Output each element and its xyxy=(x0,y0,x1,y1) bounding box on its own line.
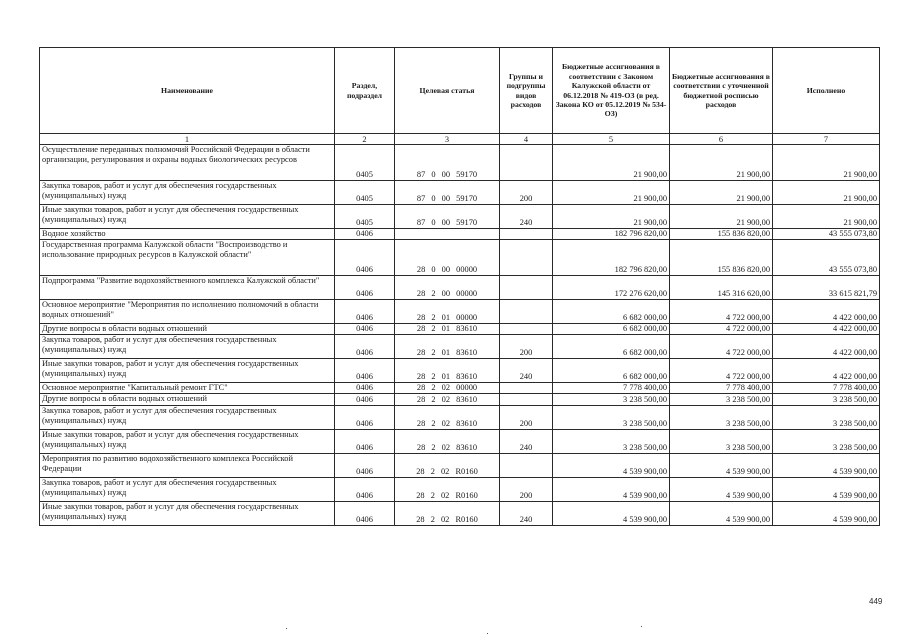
table-row xyxy=(40,229,880,240)
row-executed: 4 422 000,00 xyxy=(773,300,880,324)
row-budget-law: 3 238 500,00 xyxy=(553,406,670,430)
row-name: Мероприятия по развитию водохозяйственного комплекса Российской Федерации xyxy=(40,454,335,478)
row-target-article: 28 2 00 00000 xyxy=(395,276,500,300)
row-target-article: 87 0 00 59170 xyxy=(395,145,500,181)
row-budget-refined: 155 836 820,00 xyxy=(670,229,773,240)
row-executed: 33 615 821,79 xyxy=(773,276,880,300)
row-executed: 4 539 900,00 xyxy=(773,478,880,502)
row-budget-law: 3 238 500,00 xyxy=(553,430,670,454)
row-executed: 4 422 000,00 xyxy=(773,324,880,335)
row-expense-group xyxy=(500,229,553,240)
budget-execution-table xyxy=(39,47,880,526)
column-number: 3 xyxy=(395,134,500,145)
row-target-article: 28 2 01 83610 xyxy=(395,359,500,383)
row-budget-law: 6 682 000,00 xyxy=(553,359,670,383)
row-name: Иные закупки товаров, работ и услуг для обеспечения государственных (муниципальных) нужд xyxy=(40,430,335,454)
row-target-article: 28 2 02 00000 xyxy=(395,383,500,394)
scan-speck xyxy=(487,633,488,634)
row-budget-refined: 4 539 900,00 xyxy=(670,502,773,526)
row-executed: 4 539 900,00 xyxy=(773,502,880,526)
row-budget-law: 7 778 400,00 xyxy=(553,383,670,394)
row-executed: 4 539 900,00 xyxy=(773,454,880,478)
row-executed: 3 238 500,00 xyxy=(773,430,880,454)
row-target-article: 28 2 02 83610 xyxy=(395,406,500,430)
row-expense-group: 240 xyxy=(500,430,553,454)
row-name: Водное хозяйство xyxy=(40,229,335,240)
table-row xyxy=(40,145,880,181)
column-number: 4 xyxy=(500,134,553,145)
row-executed: 21 900,00 xyxy=(773,205,880,229)
header-row xyxy=(40,48,880,134)
row-executed: 21 900,00 xyxy=(773,145,880,181)
row-expense-group: 200 xyxy=(500,181,553,205)
table-row xyxy=(40,181,880,205)
row-name: Основное мероприятие "Мероприятия по исполнению полномочий в области водных отношений" xyxy=(40,300,335,324)
row-budget-refined: 3 238 500,00 xyxy=(670,406,773,430)
row-budget-law: 21 900,00 xyxy=(553,205,670,229)
row-section: 0406 xyxy=(335,406,395,430)
header-budget-refined: Бюджетные ассигнования в соответствии с уточненной бюджетной росписью расходов xyxy=(670,48,773,134)
row-section: 0406 xyxy=(335,229,395,240)
row-budget-refined: 4 722 000,00 xyxy=(670,359,773,383)
row-name: Иные закупки товаров, работ и услуг для обеспечения государственных (муниципальных) нужд xyxy=(40,359,335,383)
row-name: Иные закупки товаров, работ и услуг для обеспечения государственных (муниципальных) нужд xyxy=(40,502,335,526)
row-section: 0405 xyxy=(335,145,395,181)
column-number: 5 xyxy=(553,134,670,145)
row-expense-group xyxy=(500,394,553,406)
row-budget-law: 6 682 000,00 xyxy=(553,335,670,359)
row-executed: 3 238 500,00 xyxy=(773,394,880,406)
row-expense-group xyxy=(500,383,553,394)
column-number: 7 xyxy=(773,134,880,145)
header-section: Раздел, подраздел xyxy=(335,48,395,134)
column-number: 2 xyxy=(335,134,395,145)
row-target-article: 87 0 00 59170 xyxy=(395,181,500,205)
column-number: 1 xyxy=(40,134,335,145)
row-budget-refined: 7 778 400,00 xyxy=(670,383,773,394)
row-section: 0406 xyxy=(335,324,395,335)
table-row xyxy=(40,335,880,359)
row-target-article: 28 2 02 83610 xyxy=(395,394,500,406)
row-budget-refined: 21 900,00 xyxy=(670,181,773,205)
row-target-article: 28 2 02 R0160 xyxy=(395,478,500,502)
table-row xyxy=(40,430,880,454)
table-row xyxy=(40,205,880,229)
page-number: 449 xyxy=(869,597,883,606)
row-budget-law: 3 238 500,00 xyxy=(553,394,670,406)
header-expense-groups: Группы и подгруппы видов расходов xyxy=(500,48,553,134)
table-row xyxy=(40,300,880,324)
row-budget-law: 6 682 000,00 xyxy=(553,324,670,335)
row-section: 0406 xyxy=(335,394,395,406)
row-executed: 4 422 000,00 xyxy=(773,359,880,383)
row-budget-law: 172 276 620,00 xyxy=(553,276,670,300)
row-expense-group: 240 xyxy=(500,205,553,229)
row-executed: 4 422 000,00 xyxy=(773,335,880,359)
row-budget-refined: 4 722 000,00 xyxy=(670,324,773,335)
header-target-article: Целевая статья xyxy=(395,48,500,134)
row-expense-group xyxy=(500,300,553,324)
scan-speck xyxy=(641,626,642,627)
row-name: Закупка товаров, работ и услуг для обеспечения государственных (муниципальных) нужд xyxy=(40,406,335,430)
row-section: 0406 xyxy=(335,478,395,502)
row-expense-group: 200 xyxy=(500,406,553,430)
row-budget-refined: 21 900,00 xyxy=(670,145,773,181)
row-budget-refined: 4 539 900,00 xyxy=(670,454,773,478)
row-expense-group xyxy=(500,454,553,478)
row-section: 0405 xyxy=(335,205,395,229)
header-budget-law: Бюджетные ассигнования в соответствии с Законом Калужской области от 06.12.2018 № 419-ОЗ (в ред. Закона КО от 05.12.2019 № 534-ОЗ) xyxy=(553,48,670,134)
row-expense-group: 200 xyxy=(500,478,553,502)
row-budget-refined: 155 836 820,00 xyxy=(670,240,773,276)
row-name: Иные закупки товаров, работ и услуг для обеспечения государственных (муниципальных) нужд xyxy=(40,205,335,229)
row-budget-refined: 3 238 500,00 xyxy=(670,430,773,454)
row-budget-law: 182 796 820,00 xyxy=(553,229,670,240)
table-row xyxy=(40,383,880,394)
row-name: Подпрограмма "Развитие водохозяйственного комплекса Калужской области" xyxy=(40,276,335,300)
row-budget-law: 182 796 820,00 xyxy=(553,240,670,276)
row-expense-group xyxy=(500,240,553,276)
table-body xyxy=(40,145,880,526)
row-budget-refined: 3 238 500,00 xyxy=(670,394,773,406)
table-row xyxy=(40,359,880,383)
row-budget-law: 4 539 900,00 xyxy=(553,454,670,478)
table-row xyxy=(40,454,880,478)
row-target-article: 28 2 02 83610 xyxy=(395,430,500,454)
row-expense-group: 240 xyxy=(500,359,553,383)
table-row xyxy=(40,240,880,276)
row-target-article: 28 0 00 00000 xyxy=(395,240,500,276)
row-section: 0406 xyxy=(335,454,395,478)
row-budget-refined: 145 316 620,00 xyxy=(670,276,773,300)
row-name: Закупка товаров, работ и услуг для обеспечения государственных (муниципальных) нужд xyxy=(40,478,335,502)
row-target-article: 28 2 01 83610 xyxy=(395,335,500,359)
row-section: 0406 xyxy=(335,430,395,454)
row-section: 0406 xyxy=(335,502,395,526)
row-target-article: 28 2 01 00000 xyxy=(395,300,500,324)
row-executed: 3 238 500,00 xyxy=(773,406,880,430)
table-row xyxy=(40,406,880,430)
row-section: 0406 xyxy=(335,240,395,276)
table-header xyxy=(40,48,880,145)
row-budget-law: 21 900,00 xyxy=(553,145,670,181)
header-executed: Исполнено xyxy=(773,48,880,134)
table-row xyxy=(40,324,880,335)
row-target-article: 28 2 01 83610 xyxy=(395,324,500,335)
row-target-article xyxy=(395,229,500,240)
row-executed: 43 555 073,80 xyxy=(773,240,880,276)
row-executed: 21 900,00 xyxy=(773,181,880,205)
row-name: Закупка товаров, работ и услуг для обеспечения государственных (муниципальных) нужд xyxy=(40,181,335,205)
row-name: Другие вопросы в области водных отношений xyxy=(40,324,335,335)
row-budget-law: 4 539 900,00 xyxy=(553,502,670,526)
table-row xyxy=(40,276,880,300)
row-executed: 7 778 400,00 xyxy=(773,383,880,394)
row-name: Государственная программа Калужской области "Воспроизводство и использование природных ресурсов в Калужской области" xyxy=(40,240,335,276)
table-row xyxy=(40,394,880,406)
row-section: 0405 xyxy=(335,181,395,205)
row-section: 0406 xyxy=(335,359,395,383)
table-row xyxy=(40,502,880,526)
row-expense-group: 240 xyxy=(500,502,553,526)
row-expense-group: 200 xyxy=(500,335,553,359)
row-expense-group xyxy=(500,145,553,181)
row-target-article: 28 2 02 R0160 xyxy=(395,502,500,526)
row-budget-law: 6 682 000,00 xyxy=(553,300,670,324)
row-name: Другие вопросы в области водных отношений xyxy=(40,394,335,406)
row-section: 0406 xyxy=(335,276,395,300)
row-budget-refined: 21 900,00 xyxy=(670,205,773,229)
row-name: Осуществление переданных полномочий Российской Федерации в области организации, регулирования и охраны водных биологических ресурсов xyxy=(40,145,335,181)
row-expense-group xyxy=(500,276,553,300)
row-name: Основное мероприятие "Капитальный ремонт ГТС" xyxy=(40,383,335,394)
row-expense-group xyxy=(500,324,553,335)
column-number-row xyxy=(40,134,880,145)
row-budget-refined: 4 539 900,00 xyxy=(670,478,773,502)
row-section: 0406 xyxy=(335,383,395,394)
row-budget-refined: 4 722 000,00 xyxy=(670,300,773,324)
header-name: Наименование xyxy=(40,48,335,134)
scan-speck xyxy=(286,628,287,629)
row-section: 0406 xyxy=(335,335,395,359)
row-budget-law: 4 539 900,00 xyxy=(553,478,670,502)
row-name: Закупка товаров, работ и услуг для обеспечения государственных (муниципальных) нужд xyxy=(40,335,335,359)
table-row xyxy=(40,478,880,502)
row-budget-law: 21 900,00 xyxy=(553,181,670,205)
row-budget-refined: 4 722 000,00 xyxy=(670,335,773,359)
row-target-article: 28 2 02 R0160 xyxy=(395,454,500,478)
row-section: 0406 xyxy=(335,300,395,324)
row-executed: 43 555 073,80 xyxy=(773,229,880,240)
row-target-article: 87 0 00 59170 xyxy=(395,205,500,229)
column-number: 6 xyxy=(670,134,773,145)
